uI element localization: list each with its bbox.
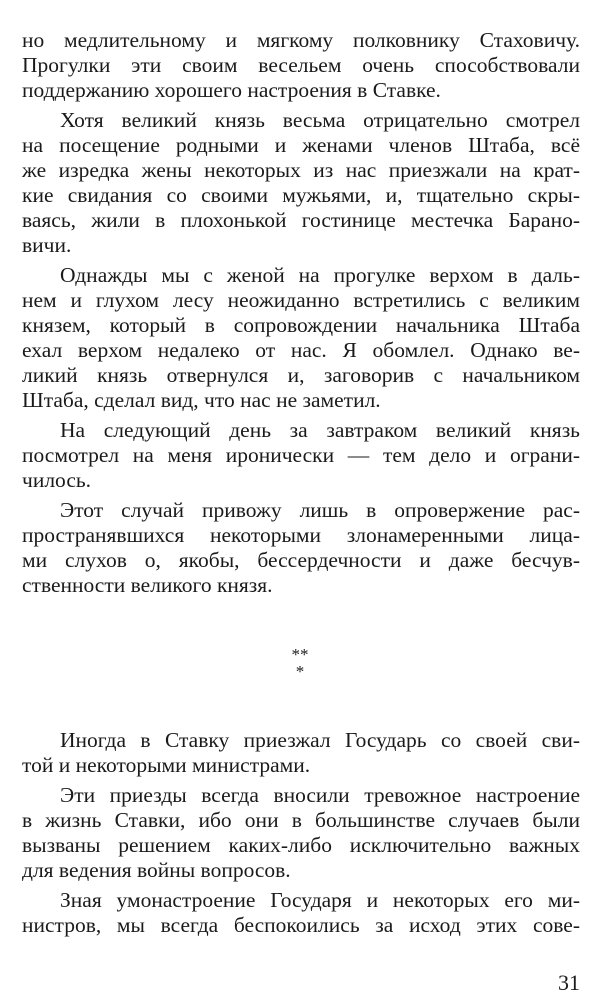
text-line: но медлительному и мягкому полковнику Стаховичу. [22, 28, 580, 52]
text-line: чилось. [22, 468, 92, 492]
text-line: пространявшихся некоторыми злонамеренными лица- [22, 523, 580, 547]
paragraph [22, 263, 580, 413]
text-line: Прогулки эти своим весельем очень способствовали [22, 53, 580, 77]
text-line: для ведения войны вопросов. [22, 858, 291, 882]
text-line: на посещение родными и женами членов Штаба, всё [22, 133, 580, 157]
paragraph [22, 728, 580, 778]
text-line: вичи. [22, 233, 72, 257]
text-line: На следующий день за завтраком великий князь [60, 418, 580, 442]
paragraph [22, 108, 580, 258]
text-line: Этот случай привожу лишь в опровержение рас- [60, 498, 580, 522]
text-line: посмотрел на меня иронически — тем дело и ограни- [22, 443, 580, 467]
text-section-1 [22, 28, 580, 603]
text-line: ехал верхом недалеко от нас. Я обомлел. Однако ве- [22, 338, 580, 362]
paragraph [22, 418, 580, 493]
text-line: Однажды мы с женой на прогулке верхом в даль- [60, 263, 580, 287]
text-line: ваясь, жили в плохонькой гостинице местечка Барано- [22, 208, 580, 232]
paragraph [22, 888, 580, 938]
text-line: Штаба, сделал вид, что нас не заметил. [22, 388, 381, 412]
text-line: нем и глухом лесу неожиданно встретились с великим [22, 288, 580, 312]
section-separator-asterisks [0, 646, 600, 680]
text-line: Иногда в Ставку приезжал Государь со своей сви- [60, 728, 580, 752]
text-line: кие свидания со своими мужьями, и, тщательно скры- [22, 183, 580, 207]
text-line: в жизнь Ставки, ибо они в большинстве случаев были [22, 808, 580, 832]
text-line: поддержанию хорошего настроения в Ставке. [22, 78, 441, 102]
text-line: Зная умонастроение Государя и некоторых его ми- [60, 888, 580, 912]
text-line: ликий князь отвернулся и, заговорив с начальником [22, 363, 580, 387]
text-line: ми слухов о, якобы, бессердечности и даже бесчув- [22, 548, 580, 572]
text-section-2 [22, 728, 580, 943]
text-line: нистров, мы всегда беспокоились за исход этих сове- [22, 913, 580, 937]
text-line: Эти приезды всегда вносили тревожное настроение [60, 783, 580, 807]
text-line: князем, который в сопровождении начальника Штаба [22, 313, 580, 337]
text-line: той и некоторыми министрами. [22, 753, 311, 777]
text-line: же изредка жены некоторых из нас приезжали на крат- [22, 158, 580, 182]
text-line: Хотя великий князь весьма отрицательно смотрел [60, 108, 580, 132]
asterisks-top: ** [291, 645, 309, 664]
paragraph [22, 498, 580, 598]
text-line: ственности великого князя. [22, 573, 273, 597]
paragraph [22, 28, 580, 103]
asterisk-bottom: * [295, 662, 305, 681]
page-number: 31 [558, 970, 580, 995]
paragraph [22, 783, 580, 883]
text-line: вызваны решением каких-либо исключительно важных [22, 833, 580, 857]
